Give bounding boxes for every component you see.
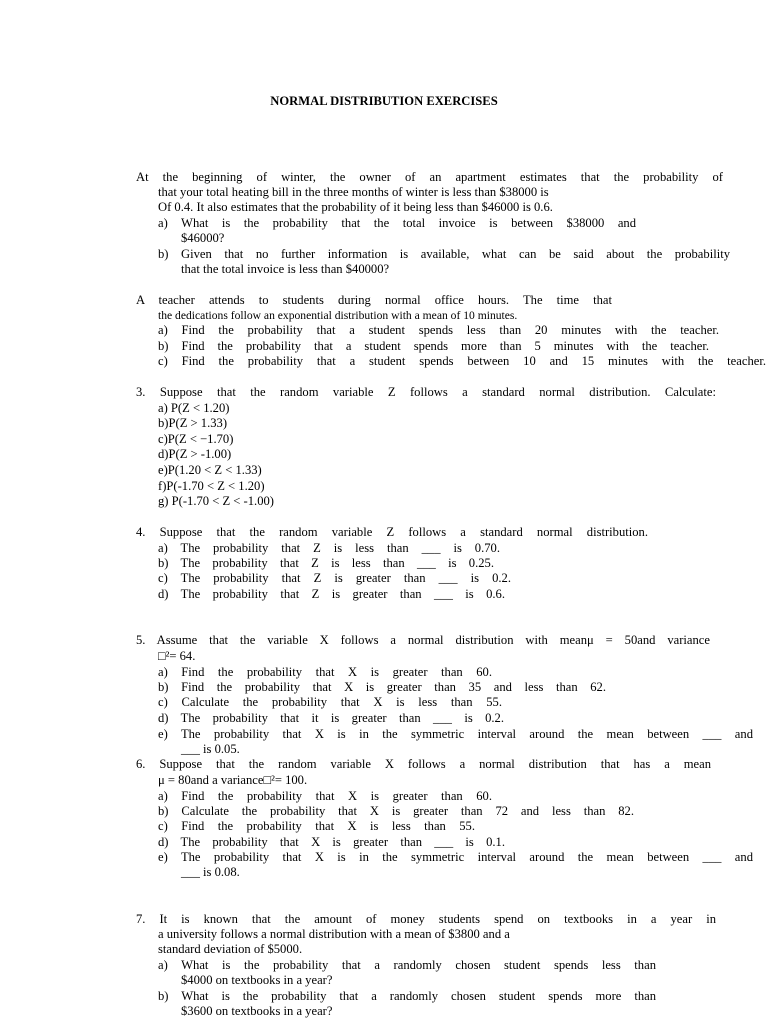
problem-1-item-b-cont: that the total invoice is less than $40000? [181,262,390,276]
problem-7-item-b: b) What is the probability that a randomly chosen student spends more than [158,989,656,1003]
problem-7-line-2: a university follows a normal distribution with a mean of $3800 and a [158,927,510,941]
problem-6-item-d: d) The probability that X is greater than ___ is 0.1. [158,835,505,849]
problem-5-line-1: 5. Assume that the variable X follows a normal distribution with meanμ = 50and variance [136,633,710,647]
problem-3-item: c)P(Z < −1.70) [158,432,234,446]
problem-2-line-2: the dedications follow an exponential distribution with a mean of 10 minutes. [158,309,518,322]
problem-2-item-b: b) Find the probability that a student spends more than 5 minutes with the teacher. [158,339,709,353]
problem-2-line-1: A teacher attends to students during normal office hours. The time that [136,293,612,307]
problem-5-item-e-cont: ___ is 0.05. [181,742,240,756]
problem-6-item-c: c) Find the probability that X is less than 55. [158,819,475,833]
problem-7-item-a: a) What is the probability that a randomly chosen student spends less than [158,958,656,972]
problem-6-item-e-cont: ___ is 0.08. [181,865,240,879]
problem-6-line-2: μ = 80and a variance□²= 100. [158,773,308,787]
problem-3-line-1: 3. Suppose that the random variable Z follows a standard normal distribution. Calculate: [136,385,716,399]
problem-4-line-1: 4. Suppose that the random variable Z follows a standard normal distribution. [136,525,648,539]
problem-1-line-3: Of 0.4. It also estimates that the probability of it being less than $46000 is 0.6. [158,200,553,214]
problem-6-line-1: 6. Suppose that the random variable X follows a normal distribution that has a mean [136,757,711,771]
problem-6-item-e: e) The probability that X is in the symmetric interval around the mean between ___ and [158,850,753,864]
problem-5-item-b: b) Find the probability that X is greater than 35 and less than 62. [158,680,606,694]
problem-2-item-c: c) Find the probability that a student spends between 10 and 15 minutes with the teacher. [158,354,766,368]
problem-4-item-c: c) The probability that Z is greater than ___ is 0.2. [158,571,511,585]
problem-2-item-a: a) Find the probability that a student spends less than 20 minutes with the teacher. [158,323,719,337]
problem-3-item: f)P(-1.70 < Z < 1.20) [158,479,265,493]
problem-1-item-b: b) Given that no further information is available, what can be said about the probability [158,247,730,261]
problem-1-item-a-cont: $46000? [181,231,225,245]
problem-7-line-1: 7. It is known that the amount of money students spend on textbooks in a year in [136,912,716,926]
problem-5-line-2: □²= 64. [158,649,196,663]
problem-7-item-a-cont: $4000 on textbooks in a year? [181,973,333,987]
problem-4-item-d: d) The probability that Z is greater than ___ is 0.6. [158,587,505,601]
problem-3-item: b)P(Z > 1.33) [158,416,228,430]
problem-4-item-b: b) The probability that Z is less than ___ is 0.25. [158,556,494,570]
problem-5-item-c: c) Calculate the probability that X is less than 55. [158,695,502,709]
problem-4-item-a: a) The probability that Z is less than ___ is 0.70. [158,541,500,555]
problem-5-item-e: e) The probability that X is in the symmetric interval around the mean between ___ and [158,727,753,741]
problem-5-item-d: d) The probability that it is greater than ___ is 0.2. [158,711,504,725]
problem-5-item-a: a) Find the probability that X is greater than 60. [158,665,492,679]
problem-3-item: a) P(Z < 1.20) [158,401,230,415]
problem-1-line-2: that your total heating bill in the three months of winter is less than $38000 is [158,185,549,199]
problem-3-item: e)P(1.20 < Z < 1.33) [158,463,262,477]
problem-7-item-b-cont: $3600 on textbooks in a year? [181,1004,333,1018]
page-title: NORMAL DISTRIBUTION EXERCISES [270,94,498,108]
problem-1-item-a: a) What is the probability that the total invoice is between $38000 and [158,216,636,230]
problem-7-line-3: standard deviation of $5000. [158,942,303,956]
problem-3-item: g) P(-1.70 < Z < -1.00) [158,494,274,508]
problem-6-item-a: a) Find the probability that X is greater than 60. [158,789,492,803]
problem-1-line-1: At the beginning of winter, the owner of an apartment estimates that the probability of [136,170,723,184]
problem-3-item: d)P(Z > -1.00) [158,447,232,461]
problem-6-item-b: b) Calculate the probability that X is greater than 72 and less than 82. [158,804,634,818]
